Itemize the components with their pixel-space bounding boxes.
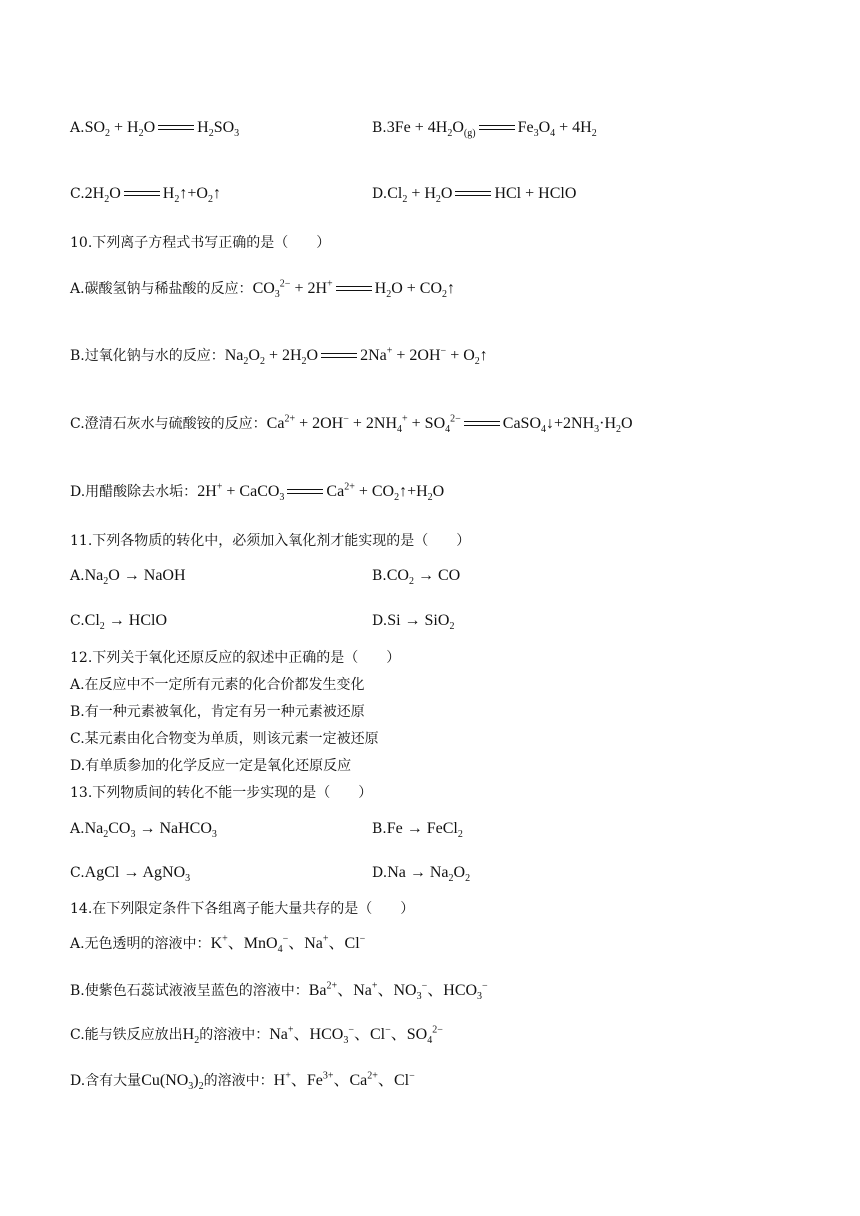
q9-option-a: $A.SO_2 + H_2O$ $H_2SO_3$ [70,119,240,140]
q9-option-d: $D.Cl_2 + H_2O$ HCl + HClO [372,185,577,206]
q13-c-formula: AgCl → AgNO$_3$ [84,864,191,885]
q11-c-formula: $Cl_2$ → HClO [84,612,168,633]
q9-c-formula: $2H_2O$ $H_2↑+O_2↑$ [84,185,221,206]
q10-b-formula: $Na_2O_2 + 2H_2O$ $2Na^+ + 2OH^- + O_2↑$ [224,345,488,368]
q11-b-formula: $CO_2$ → CO [386,567,461,588]
q14-stem: 14.在下列限定条件下各组离子能大量共存的是（ ） [70,901,415,917]
q12-option-c: C.某元素由化合物变为单质，则该元素一定被还原 [70,731,379,747]
q12-option-d: D.有单质参加的化学反应一定是氧化还原反应 [70,758,352,774]
q10-option-c: C.澄清石灰水与硫酸铵的反应：$Ca^{2+} + 2OH^- + 2NH_4^+ + SO_4^{2-}$ $CaSO_4↓+2NH_3\cdot H_2O$ [70,413,633,436]
q14-option-b: B.使紫色石蕊试液液呈蓝色的溶液中：$Ba^{2+}$、Na+、$NO_3^-$、$HCO_3^-$ [70,980,488,1003]
q13-a-formula: $Na_2CO_3$ → NaHCO$_3$ [84,820,217,841]
q10-c-formula: $Ca^{2+} + 2OH^- + 2NH_4^+ + SO_4^{2-}$ $CaSO_4↓+2NH_3\cdot H_2O$ [266,413,633,436]
q11-option-a: $A.Na_2O$ → NaOH [70,567,186,588]
q10-d-formula: 2H+ + CaCO$_3$ $Ca^{2+}$ + $CO_2↑+H_2O$ [197,481,445,504]
q9-d-formula: $Cl_2 + H_2O$ HCl + HClO [387,185,577,206]
q9-option-c: $C.2H_2O$ $H_2↑+O_2↑$ [70,185,221,206]
q13-b-formula: Fe → FeCl$_2$ [386,820,463,841]
q14-c-ions: Na+、$HCO_3^-$、Cl−、$SO_4^{2-}$ [269,1024,443,1047]
q10-option-b: B.过氧化钠与水的反应：$Na_2O_2 + 2H_2O$ $2Na^+ + 2OH^- + O_2↑$ [70,345,488,368]
q13-d-formula: $Na \to Na_2O_2$ [387,864,471,885]
q14-option-d: D.含有大量$Cu(NO_3)_2$的溶液中：H+、$Fe^{3+}$、$Ca^{2+}$、Cl− [70,1070,415,1093]
q10-option-a: A.碳酸氢钠与稀盐酸的反应：$CO_3^{2-} + 2H^+$ $H_2O$ + $CO_2↑$ [70,278,456,301]
q13-option-a: $A.Na_2CO_3$ → NaHCO$_3$ [70,820,217,841]
q9-a-formula: $SO_2 + H_2O$ $H_2SO_3$ [84,119,240,140]
q12-option-a: A.在反应中不一定所有元素的化合价都发生变化 [70,677,365,693]
q13-option-b: B.Fe → FeCl$_2$ [372,820,463,841]
q11-a-formula: $Na_2O$ → NaOH [84,567,186,588]
q11-stem: 11.下列各物质的转化中，必须加入氧化剂才能实现的是（ ） [70,533,471,549]
q11-option-d: D.Si → SiO$_2$ [372,612,455,633]
q13-option-c: C.AgCl → AgNO$_3$ [70,864,191,885]
q14-option-a: A.无色透明的溶液中：K+、MnO$_4$−、Na+、Cl− [70,933,366,956]
q10-stem: 10.下列离子方程式书写正确的是（ ） [70,235,331,251]
q14-option-c: C.能与铁反应放出$H_2$的溶液中：Na+、$HCO_3^-$、Cl−、$SO_4^{2-}$ [70,1024,443,1047]
q12-stem: 12.下列关于氧化还原反应的叙述中正确的是（ ） [70,650,401,666]
q10-a-formula: $CO_3^{2-} + 2H^+$ $H_2O$ + $CO_2↑$ [252,278,456,301]
q14-a-ions: K+、MnO$_4$−、Na+、Cl− [210,933,366,956]
q9-option-b: $B.3Fe + 4H_2O_{(g)}$ $Fe_3O_4 + 4H_2$ [372,119,597,140]
q10-option-d: D.用醋酸除去水垢：2H+ + CaCO$_3$ $Ca^{2+}$ + $CO_2↑+H_2O$ [70,481,445,504]
q11-option-b: $B.CO_2$ → CO [372,567,461,588]
q14-d-ions: H+、$Fe^{3+}$、$Ca^{2+}$、Cl− [273,1070,415,1089]
q13-stem: 13.下列物质间的转化不能一步实现的是（ ） [70,785,373,801]
q13-option-d: $D.Na \to Na_2O_2$ [372,864,471,885]
q9-b-formula: $3Fe + 4H_2O_{(g)}$ $Fe_3O_4 + 4H_2$ [386,119,597,140]
q11-option-c: $C.Cl_2$ → HClO [70,612,168,633]
q12-option-b: B.有一种元素被氧化，肯定有另一种元素被还原 [70,704,365,720]
q14-b-ions: $Ba^{2+}$、Na+、$NO_3^-$、$HCO_3^-$ [308,980,488,1003]
q11-d-formula: Si → SiO$_2$ [387,612,455,633]
